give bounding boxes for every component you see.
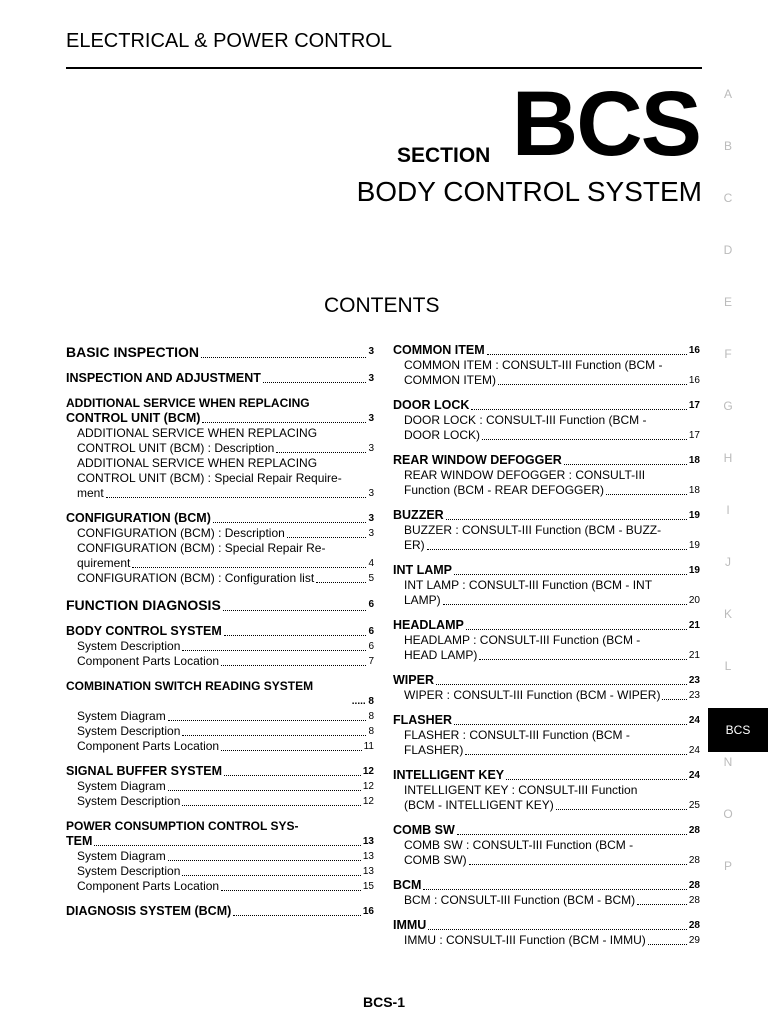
dot-leader [224,635,367,636]
toc-right-column [393,343,700,958]
toc-link[interactable] [393,618,700,633]
toc-page-number: 13 [362,836,374,847]
dot-leader [457,834,687,835]
dot-leader [233,915,361,916]
toc-page-number: 21 [688,620,700,631]
toc-link-text: DOOR LOCK [393,398,470,412]
toc-line-text: CONTROL UNIT (BCM) : Special Repair Require- [77,471,342,485]
toc-line-text: FLASHER : CONSULT-III Function (BCM - [404,728,630,742]
toc-entry [393,823,700,868]
toc-link-text: System Description [77,639,181,653]
dot-leader [446,519,687,520]
toc-link[interactable] [393,648,700,663]
dot-leader [469,864,687,865]
toc-page-number: 28 [688,825,700,836]
section-tab-o[interactable]: O [723,807,733,821]
section-tab-g[interactable]: G [723,399,733,413]
dot-leader [466,629,687,630]
toc-page-number: 15 [362,881,374,892]
dot-leader [106,497,367,498]
dot-leader [168,790,361,791]
toc-entry [393,398,700,443]
dot-leader [263,382,367,383]
toc-link[interactable] [66,739,374,754]
toc-link[interactable] [393,743,700,758]
dot-leader [662,699,686,700]
toc-link-text: quirement [77,556,131,570]
toc-link[interactable] [66,526,374,541]
toc-line-text: COMB SW : CONSULT-III Function (BCM - [404,838,634,852]
section-tab-c[interactable]: C [723,191,733,205]
dot-leader [94,845,360,846]
toc-line-text: DOOR LOCK : CONSULT-III Function (BCM - [404,413,647,427]
toc-link-text: System Diagram [77,779,166,793]
toc-link[interactable] [393,878,700,893]
toc-link-text: (BCM - INTELLIGENT KEY) [404,798,554,812]
dot-leader [168,860,361,861]
document-header: ELECTRICAL & POWER CONTROL [66,30,392,52]
toc-link-text: Component Parts Location [77,879,220,893]
toc-page-number: 29 [688,935,700,946]
toc-entry [393,878,700,908]
dot-leader [182,875,361,876]
dot-leader [482,439,687,440]
dot-leader [637,904,687,905]
toc-link-text: INSPECTION AND ADJUSTMENT [66,371,261,385]
toc-page-number: 8 [368,711,374,722]
toc-link[interactable] [66,441,374,456]
toc-link[interactable] [66,764,374,779]
dot-leader [606,494,687,495]
dot-leader [316,582,366,583]
toc-link-text: WIPER : CONSULT-III Function (BCM - WIPER) [404,688,661,702]
toc-link-text: BODY CONTROL SYSTEM [66,624,222,638]
dot-leader [223,610,367,611]
dot-leader [168,720,367,721]
toc-page-number: 16 [688,375,700,386]
toc-entry [393,618,700,663]
toc-entry [66,624,374,669]
toc-link[interactable] [66,779,374,794]
toc-entry [66,679,374,754]
toc-link[interactable] [66,486,374,501]
dot-leader [564,464,687,465]
toc-link[interactable] [66,904,374,919]
toc-page-number: 3 [368,413,374,424]
dot-leader [427,549,687,550]
section-tab-f[interactable]: F [724,347,732,361]
toc-link[interactable] [393,853,700,868]
section-tab-i[interactable]: I [726,503,730,517]
dot-leader [213,522,367,523]
toc-link[interactable] [66,343,374,361]
toc-link[interactable] [66,639,374,654]
toc-entry [66,819,374,894]
section-tab-l[interactable]: L [724,659,732,673]
toc-link-text: COMB SW [393,823,455,837]
toc-line-text: INT LAMP : CONSULT-III Function (BCM - INT [404,578,653,592]
toc-page-number: 16 [362,906,374,917]
toc-entry [66,343,374,361]
toc-page-number: 8 [368,726,374,737]
toc-page-number: 3 [368,346,374,357]
toc-link[interactable] [393,398,700,413]
toc-link[interactable] [393,768,700,783]
toc-link-text: System Description [77,794,181,808]
toc-link-text: CONTROL UNIT (BCM) : Description [77,441,275,455]
dot-leader [201,357,366,358]
toc-page-number: 23 [688,675,700,686]
toc-page-number: 3 [368,443,374,454]
dot-leader [454,574,687,575]
toc-link[interactable] [66,624,374,639]
toc-link[interactable] [66,556,374,571]
toc-link-text: CONFIGURATION (BCM) : Configuration list [77,571,315,585]
dot-leader [506,779,687,780]
toc-link[interactable] [66,654,374,669]
dot-leader [498,384,687,385]
dot-leader [465,754,687,755]
toc-page-number: 7 [368,656,374,667]
toc-link[interactable] [393,508,700,523]
toc-link-text: ER) [404,538,425,552]
toc-link[interactable] [393,673,700,688]
dot-leader [202,422,366,423]
toc-page-number: 3 [368,373,374,384]
toc-link-text: ment [77,486,104,500]
toc-page-number: 19 [688,510,700,521]
toc-link[interactable] [66,596,374,614]
section-tab-n[interactable]: N [723,755,733,769]
toc-page-number: 12 [362,796,374,807]
toc-entry [66,396,374,501]
toc-link-text: FLASHER) [404,743,464,757]
toc-link[interactable] [66,849,374,864]
toc-page-number: 6 [368,599,374,610]
toc-line-text: ADDITIONAL SERVICE WHEN REPLACING [66,396,310,410]
dot-leader [479,659,687,660]
dot-leader [182,735,366,736]
toc-entry [393,453,700,498]
toc-page-number: 28 [688,855,700,866]
toc-line-text: ADDITIONAL SERVICE WHEN REPLACING [77,456,318,470]
toc-entry [66,596,374,614]
toc-link-text: HEADLAMP [393,618,464,632]
dot-leader [443,604,687,605]
dot-leader [471,409,686,410]
toc-link-text: System Diagram [77,849,166,863]
toc-page-number: 24 [688,770,700,781]
toc-link-text: Component Parts Location [77,654,220,668]
toc-link-text: REAR WINDOW DEFOGGER [393,453,562,467]
toc-line-text: ADDITIONAL SERVICE WHEN REPLACING [77,426,318,440]
toc-line-text: INTELLIGENT KEY : CONSULT-III Function [404,783,638,797]
toc-entry [66,371,374,386]
toc-link-text: CONFIGURATION (BCM) [66,511,211,525]
toc-page-number: 18 [688,455,700,466]
toc-link-text: HEAD LAMP) [404,648,478,662]
toc-link-text: FLASHER [393,713,453,727]
toc-page-number: 12 [362,781,374,792]
toc-entry [393,918,700,948]
toc-page-number: 19 [688,540,700,551]
section-tab-j[interactable]: J [725,555,731,569]
toc-page-number: 12 [362,766,374,777]
toc-link[interactable] [66,834,374,849]
toc-link[interactable] [66,511,374,526]
dot-leader [487,354,687,355]
dot-leader [276,452,366,453]
toc-link[interactable] [66,571,374,586]
dot-leader [182,650,366,651]
toc-link-text: CONTROL UNIT (BCM) [66,411,201,425]
toc-link[interactable] [393,483,700,498]
toc-page-number: 13 [362,851,374,862]
toc-link-text: BCM [393,878,422,892]
toc-link-text: LAMP) [404,593,441,607]
toc-link[interactable] [393,428,700,443]
toc-page-number: 3 [368,488,374,499]
toc-entry [393,508,700,553]
dot-leader [182,805,361,806]
toc-line-text: COMMON ITEM : CONSULT-III Function (BCM - [404,358,663,372]
toc-link[interactable] [66,879,374,894]
dot-leader [221,750,362,751]
toc-line-text: BUZZER : CONSULT-III Function (BCM - BUZZ- [404,523,662,537]
toc-link-text: System Diagram [77,709,166,723]
dot-leader [556,809,687,810]
toc-page-number: 16 [688,345,700,356]
toc-link[interactable] [393,593,700,608]
toc-link[interactable] [393,373,700,388]
section-word: SECTION [397,144,491,167]
section-tab-e[interactable]: E [723,295,732,309]
toc-line-text: HEADLAMP : CONSULT-III Function (BCM - [404,633,641,647]
toc-link-text: IMMU : CONSULT-III Function (BCM - IMMU) [404,933,646,947]
contents-title: CONTENTS [324,294,440,317]
toc-link[interactable] [393,343,700,358]
toc-page-number: 19 [688,565,700,576]
toc-link-text: FUNCTION DIAGNOSIS [66,597,221,613]
toc-entry [66,511,374,586]
toc-link[interactable] [66,864,374,879]
toc-link-text: WIPER [393,673,434,687]
toc-link-text: BASIC INSPECTION [66,344,200,360]
toc-link-text: BUZZER [393,508,444,522]
toc-link[interactable] [66,694,374,709]
toc-page-number: 28 [688,880,700,891]
toc-entry [393,713,700,758]
toc-line-text: COMBINATION SWITCH READING SYSTEM [66,679,314,693]
toc-link[interactable] [393,933,700,948]
toc-page-number: 28 [688,920,700,931]
dot-leader [436,684,687,685]
dot-leader [648,944,687,945]
toc-link[interactable] [393,918,700,933]
dot-leader [423,889,686,890]
dot-leader [428,929,687,930]
toc-page-number: 11 [363,741,374,752]
toc-link[interactable] [393,823,700,838]
toc-page-number: 3 [368,513,374,524]
toc-link[interactable] [393,453,700,468]
toc-entry [66,764,374,809]
toc-link[interactable] [393,538,700,553]
toc-page-number: 5 [368,573,374,584]
dot-leader [287,537,367,538]
toc-link[interactable] [393,798,700,813]
toc-line-text: POWER CONSUMPTION CONTROL SYS- [66,819,299,833]
toc-link-text: CONFIGURATION (BCM) : Description [77,526,285,540]
toc-entry [393,563,700,608]
dot-leader [454,724,687,725]
toc-page-number: 24 [688,715,700,726]
section-tabs [708,84,751,908]
toc-link-text: INT LAMP [393,563,453,577]
dot-leader [224,775,361,776]
toc-link-text: IMMU [393,918,427,932]
toc-link-text: COMMON ITEM) [404,373,496,387]
toc-link[interactable] [66,709,374,724]
page-number: BCS-1 [362,994,405,1010]
toc-page-number: 23 [688,690,700,701]
toc-page-number: 13 [362,866,374,877]
dot-leader [221,665,366,666]
toc-link-text: BCM : CONSULT-III Function (BCM - BCM) [404,893,636,907]
header-rule [66,67,702,69]
toc-link[interactable] [66,794,374,809]
section-tab-b[interactable]: B [723,139,732,153]
toc-page-number: 6 [368,641,374,652]
section-code: BCS [511,73,700,175]
toc-page-number: 25 [688,800,700,811]
toc-link-text: TEM [66,834,93,848]
toc-entry [393,343,700,388]
toc-link-text: SIGNAL BUFFER SYSTEM [66,764,223,778]
toc-link-text: COMB SW) [404,853,467,867]
toc-link[interactable] [66,371,374,386]
toc-entry [393,673,700,703]
section-tab-k[interactable]: K [723,607,732,621]
toc-link-text: DOOR LOCK) [404,428,481,442]
toc-page-number: ..... 8 [351,696,374,707]
toc-link[interactable] [66,724,374,739]
toc-page-number: 17 [688,430,700,441]
toc-page-number: 20 [688,595,700,606]
toc-link-text: DIAGNOSIS SYSTEM (BCM) [66,904,232,918]
toc-line-text: REAR WINDOW DEFOGGER : CONSULT-III [404,468,646,482]
section-tab-a[interactable]: A [723,87,732,101]
toc-page-number: 28 [688,895,700,906]
toc-page-number: 3 [368,528,374,539]
toc-link-text: System Description [77,864,181,878]
dot-leader [221,890,361,891]
toc-link[interactable] [393,893,700,908]
toc-link-text: INTELLIGENT KEY [393,768,505,782]
toc-link[interactable] [393,563,700,578]
toc-page-number: 21 [688,650,700,661]
toc-page-number: 4 [368,558,374,569]
section-tab-p[interactable]: P [723,859,732,873]
toc-link[interactable] [393,688,700,703]
toc-page-number: 24 [688,745,700,756]
toc-link-text: COMMON ITEM [393,343,485,357]
toc-left-column [66,343,374,929]
section-tab-bcs[interactable]: BCS [708,708,768,752]
toc-page-number: 17 [688,400,700,411]
toc-link-text: System Description [77,724,181,738]
toc-entry [66,904,374,919]
toc-page-number: 18 [688,485,700,496]
toc-entry [393,768,700,813]
toc-link[interactable] [66,411,374,426]
toc-link[interactable] [393,713,700,728]
section-title: BODY CONTROL SYSTEM [356,176,702,207]
toc-page-number: 6 [368,626,374,637]
dot-leader [132,567,366,568]
section-tab-h[interactable]: H [723,451,733,465]
section-tab-d[interactable]: D [723,243,733,257]
toc-link-text: Component Parts Location [77,739,220,753]
toc-link-text: Function (BCM - REAR DEFOGGER) [404,483,605,497]
toc-line-text: CONFIGURATION (BCM) : Special Repair Re- [77,541,326,555]
